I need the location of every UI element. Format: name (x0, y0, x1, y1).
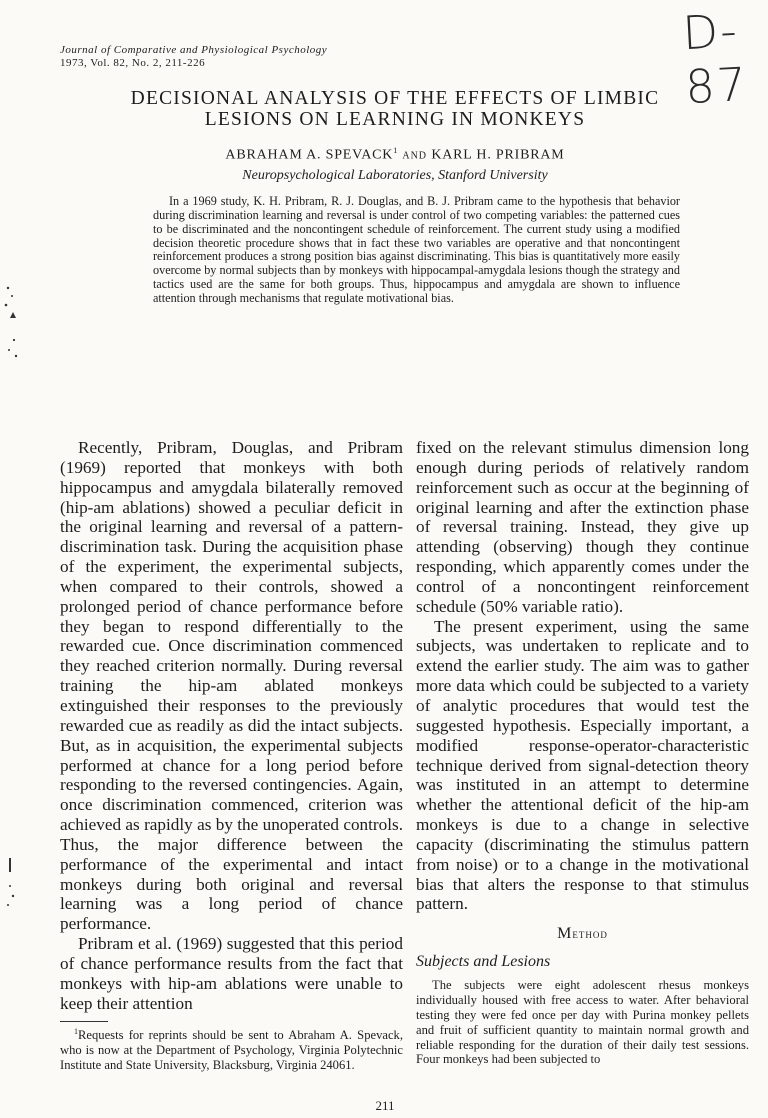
body-column-left (60, 438, 403, 1013)
affiliation: Neuropsychological Laboratories, Stanford University (242, 168, 548, 183)
footnote (60, 1025, 403, 1073)
author-second: KARL H. PRIBRAM (431, 147, 565, 163)
body-paragraph: Recently, Pribram, Douglas, and Pribram (1969) reported that monkeys with both hippocampus and amygdala bilaterally removed (hip-am ablations) showed a peculiar deficit in the original learning and reversal of a pattern-discrimination task. During the acquisition phase of the experiment, the experimental subjects, when compared to their controls, showed a prolonged period of chance performance before they began to respond differentially to the rewarded cue. Once discrimination commenced they reached criterion normally. During reversal training the hip-am ablated monkeys extinguished their responses to the previously rewarded cue as readily as did the intact subjects. But, as in acquisition, the experimental subjects performed at chance for a long period before responding to the reversed contingencies. Again, once discrimination commenced, criterion was achieved as rapidly as by the unoperated controls. Thus, the major difference between the performance of the experimental and intact monkeys during both original and reversal learning was a long period of chance performance. (60, 438, 403, 934)
paper-title: DECISIONAL ANALYSIS OF THE EFFECTS OF LIMBIC LESIONS ON LEARNING IN MONKEYS (130, 88, 660, 130)
abstract: In a 1969 study, K. H. Pribram, R. J. Douglas, and B. J. Pribram came to the hypothesis that behavior during discrimination learning and reversal is under control of two competing variables: the patterned cues to be discriminated and the noncontingent schedule of reinforcement. The current study using a modified decision theoretic procedure shows that in fact these two variables are operative and that noncontingent reinforcement produces a strong position bias against discriminating. This bias is quantitatively more easily overcome by normal subjects than by monkeys with hippocampal-amygdala lesions though the strategy and tactics used are the same for both groups. Thus, hippocampus and amygdala are shown to influence attention through mechanisms that regulate motivational bias. (153, 194, 680, 305)
subsection-heading: Subjects and Lesions (416, 953, 551, 971)
journal-volume: 1973, Vol. 82, No. 2, 211-226 (60, 57, 206, 69)
handwritten-tag: D-87 (681, 3, 750, 115)
footnote-rule (60, 1021, 108, 1022)
footnote-text: Requests for reprints should be sent to Abraham A. Spevack, who is now at the Department of Psychology, Virginia Polytechnic Institute and State University, Blacksburg, Virginia 24061. (60, 1028, 403, 1072)
body-paragraph: fixed on the relevant stimulus dimension long enough during periods of relatively random reinforcement such as occur at the beginning of original learning and after the extinction phase of reversal training. Instead, they give up attending (observing) though they continue responding, which apparently comes under the control of a noncontingent reinforcement schedule (50% variable ratio). (416, 438, 749, 616)
method-text (416, 978, 749, 1067)
author-conjunction: AND (402, 150, 428, 162)
section-heading-method: Method (557, 925, 608, 943)
body-paragraph: The subjects were eight adolescent rhesus monkeys individually housed with free access to water. After behavioral testing they were fed once per day with Purina monkey pellets and fruit of sufficient quantity to maintain normal growth and reliable responding for the duration of their daily test sessions. Four monkeys had been subjected to (416, 977, 749, 1067)
body-column-right (416, 438, 749, 1067)
journal-name: Journal of Comparative and Physiological Psychology (60, 44, 328, 56)
body-paragraph: The present experiment, using the same subjects, was undertaken to replicate and to extend the earlier study. The aim was to gather more data which could be subjected to a variety of analytic procedures that would test the suggested hypothesis. Especially important, a modified response-operator-characteristic technique derived from signal-detection theory was instituted in an attempt to determine whether the attentional deficit of the hip-am monkeys is due to a change in selective capacity (discriminating the stimulus pattern from noise) or to a change in the motivational bias that alters the response to that stimulus pattern. (416, 616, 749, 914)
author-first: ABRAHAM A. SPEVACK (225, 147, 394, 163)
footnote-mark: 1 (74, 1027, 78, 1036)
author-line (160, 146, 630, 164)
page-number: 211 (375, 1098, 395, 1113)
journal-header (60, 44, 327, 70)
author-footnote-mark: 1 (393, 146, 399, 155)
body-paragraph: Pribram et al. (1969) suggested that this period of chance performance results from the fact that monkeys with hip-am ablations were unable to keep their attention (60, 934, 403, 1013)
